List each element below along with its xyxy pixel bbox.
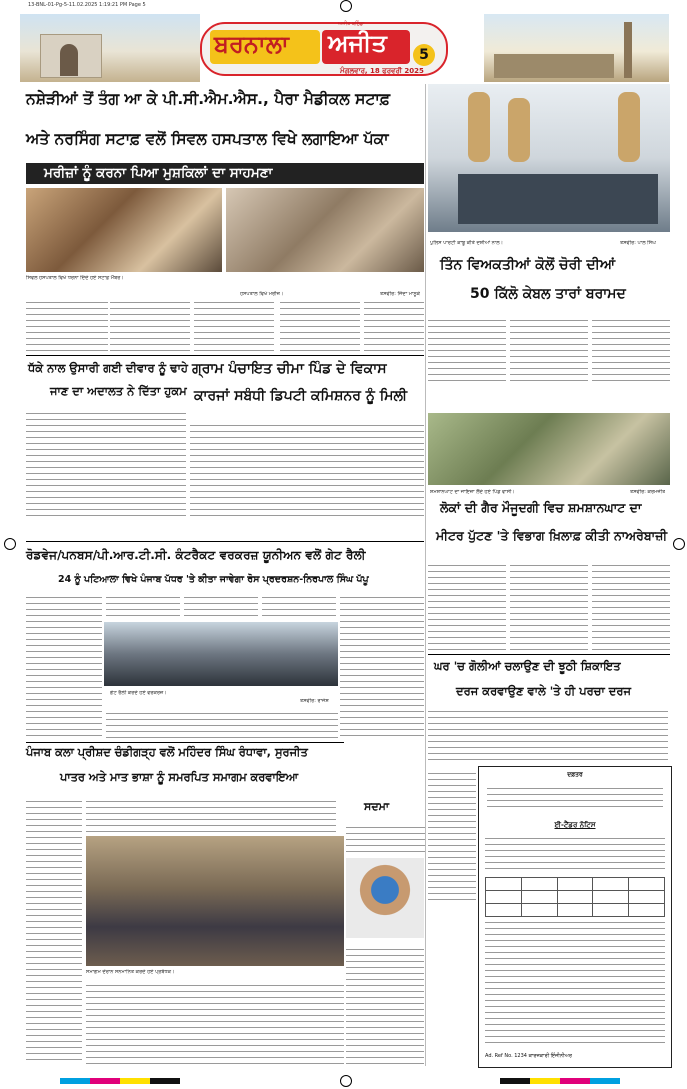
cremation-caption: ਸ਼ਮਸ਼ਾਨਘਾਟ ਦਾ ਜਾਇਜ਼ਾ ਲੈਂਦੇ ਹੋਏ ਪਿੰਡ ਵਾਸੀ।	[430, 489, 515, 495]
tender-title: ਈ-ਟੈਂਡਰ ਨੋਟਿਸ	[554, 821, 596, 829]
rally-subhead: 24 ਨੂੰ ਪਟਿਆਲਾ ਵਿਖੇ ਪੰਜਾਬ ਪੱਧਰ 'ਤੇ ਕੀਤਾ ਜਾਵੇਗਾ ਰੋਸ ਪ੍ਰਦਰਸ਼ਨ-ਨਿਰਪਾਲ ਸਿੰਘ ਪੱਪੂ	[58, 574, 369, 585]
rally-body-col-4	[262, 592, 336, 620]
tender-table	[485, 877, 665, 917]
tender-header: ਦਫ਼ਤਰ	[567, 771, 583, 778]
section-rule-2	[26, 742, 344, 743]
cremation-body-col-2	[510, 560, 588, 652]
lead-caption-right: ਹਸਪਤਾਲ ਵਿਖੇ ਮਰੀਜ਼।	[240, 291, 284, 297]
wall-headline-2: ਜਾਣ ਦਾ ਅਦਾਲਤ ਨੇ ਦਿੱਤਾ ਹੁਕਮ	[50, 384, 187, 398]
lead-headline-2: ਅਤੇ ਨਰਸਿੰਗ ਸਟਾਫ਼ ਵਲੋਂ ਸਿਵਲ ਹਸਪਤਾਲ ਵਿਖੇ ਲਗਾਇਆ ਪੱਕਾ	[26, 130, 389, 148]
registration-mark-top	[340, 0, 352, 12]
cremation-body-col-3	[592, 560, 670, 652]
panchayat-headline-1: ਗ੍ਰਾਮ ਪੰਚਾਇਤ ਚੀਮਾ ਪਿੰਡ ਦੇ ਵਿਕਾਸ	[192, 361, 387, 377]
city-name: ਬਰਨਾਲਾ	[214, 30, 289, 58]
firing-headline-1: ਘਰ 'ਚ ਗੋਲੀਆਂ ਚਲਾਉਣ ਦੀ ਝੂਠੀ ਸ਼ਿਕਾਇਤ	[434, 659, 621, 673]
firing-body-narrow	[428, 768, 476, 908]
police-body-col-2	[510, 315, 588, 383]
cremation-headline-1: ਲੋਕਾਂ ਦੀ ਗੈਰ ਮੌਜੂਦਗੀ ਵਿਚ ਸ਼ਮਸ਼ਾਨਘਾਟ ਦਾ	[440, 500, 642, 515]
rally-body-col-2	[106, 592, 180, 620]
registration-mark-bottom	[340, 1075, 352, 1087]
brand-small: ਅਜੀਤ ਬਠਿੰਡਾ	[338, 21, 365, 27]
arts-photo	[86, 836, 344, 966]
print-slug: 13-BNL-01-Pg-5-11.02.2025 1:19:21 PM Page 5	[28, 2, 146, 8]
lead-photo-left	[26, 188, 222, 272]
tender-intro	[485, 833, 665, 873]
rally-body-col-1	[26, 592, 102, 742]
issue-date: ਮੰਗਲਵਾਰ, 18 ਫਰਵਰੀ 2025	[340, 67, 424, 75]
color-bar-right	[500, 1078, 620, 1084]
tender-terms	[485, 917, 665, 1047]
lead-body-col-4	[280, 297, 360, 353]
police-photo	[428, 84, 670, 232]
rally-rule-top	[26, 541, 424, 542]
registration-mark-right	[673, 538, 685, 550]
section-rule-3	[428, 654, 670, 655]
police-body-col-3	[592, 315, 670, 383]
lead-body-col-2	[110, 297, 190, 353]
lead-body-col-1	[26, 297, 108, 353]
lead-caption-left: ਸਿਵਲ ਹਸਪਤਾਲ ਵਿਖੇ ਧਰਨਾ ਦਿੰਦੇ ਹੋਏ ਸਟਾਫ਼ ਮੈਂਬਰ।	[26, 275, 124, 281]
obituary-body	[346, 944, 424, 1064]
page-number: 5	[413, 44, 435, 66]
lead-photo-credit: ਤਸਵੀਰ: ਜਿੰਦਾ ਮਾਨੂਕੇ	[380, 291, 420, 297]
police-headline-2: 50 ਕਿੱਲੋ ਕੇਬਲ ਤਾਰਾਂ ਬਰਾਮਦ	[470, 286, 626, 302]
obituary-intro	[346, 822, 426, 856]
lead-photo-right	[226, 188, 424, 272]
arts-headline-2: ਪਾਤਰ ਅਤੇ ਮਾਤ ਭਾਸ਼ਾ ਨੂੰ ਸਮਰਪਿਤ ਸਮਾਗਮ ਕਰਵਾਇਆ	[60, 770, 299, 784]
obituary-photo	[346, 858, 424, 938]
color-bar-left	[60, 1078, 180, 1084]
rally-headline: ਰੋਡਵੇਜ/ਪਨਬਸ/ਪੀ.ਆਰ.ਟੀ.ਸੀ. ਕੰਟਰੈਕਟ ਵਰਕਰਜ਼ ਯੂਨੀਅਨ ਵਲੋਂ ਗੇਟ ਰੈਲੀ	[26, 548, 366, 562]
rally-photo-credit: ਤਸਵੀਰ: ਰਾਜੇਸ਼	[300, 698, 329, 704]
firing-body	[428, 706, 668, 764]
section-rule-1	[26, 355, 424, 356]
firing-headline-2: ਦਰਜ ਕਰਵਾਉਣ ਵਾਲੇ 'ਤੇ ਹੀ ਪਰਚਾ ਦਰਜ	[456, 684, 632, 698]
tender-address	[487, 783, 663, 813]
wall-body	[26, 408, 186, 518]
police-body-col-1	[428, 315, 506, 383]
cremation-body-col-1	[428, 560, 506, 652]
tender-notice	[478, 766, 672, 1068]
paper-name: ਅਜੀਤ	[328, 29, 387, 57]
wall-headline-1: ਧੱਕੇ ਨਾਲ ਉਸਾਰੀ ਗਈ ਦੀਵਾਰ ਨੂੰ ਢਾਹੇ	[28, 361, 188, 375]
rally-caption: ਗੇਟ ਰੈਲੀ ਕਰਦੇ ਹੋਏ ਵਰਕਰਜ਼।	[110, 690, 167, 696]
police-photo-credit: ਤਸਵੀਰ: ਪਾਲ ਸਿੰਘ	[620, 240, 656, 246]
masthead-photo-left	[20, 14, 200, 82]
registration-mark-left	[4, 538, 16, 550]
masthead-photo-right	[484, 14, 669, 82]
police-caption: ਪੁਲਿਸ ਪਾਰਟੀ ਕਾਬੂ ਕੀਤੇ ਦੋਸ਼ੀਆਂ ਨਾਲ।	[430, 240, 503, 246]
cremation-photo-credit: ਤਸਵੀਰ: ਕਰਮਜੀਤ	[630, 489, 666, 495]
obituary-title: ਸਦਮਾ	[364, 800, 389, 813]
rally-body-col-3	[184, 592, 258, 620]
arts-headline-1: ਪੰਜਾਬ ਕਲਾ ਪ੍ਰੀਸ਼ਦ ਚੰਡੀਗੜ੍ਹ ਵਲੋਂ ਮਹਿੰਦਰ ਸਿੰਘ ਰੰਧਾਵਾ, ਸੁਰਜੀਤ	[26, 745, 308, 759]
lead-body-col-3	[194, 297, 274, 353]
column-separator	[425, 84, 426, 1066]
rally-body-col-5	[340, 592, 424, 742]
arts-body-col-1	[26, 796, 82, 1066]
rally-body-lower	[106, 708, 338, 742]
panchayat-headline-2: ਕਾਰਜਾਂ ਸਬੰਧੀ ਡਿਪਟੀ ਕਮਿਸ਼ਨਰ ਨੂੰ ਮਿਲੀ	[194, 388, 408, 404]
lead-subhead: ਮਰੀਜ਼ਾਂ ਨੂੰ ਕਰਨਾ ਪਿਆ ਮੁਸ਼ਕਿਲਾਂ ਦਾ ਸਾਹਮਣਾ	[44, 165, 273, 181]
arts-body-bottom	[86, 980, 344, 1066]
rally-photo	[104, 622, 338, 686]
arts-body-top	[86, 796, 336, 834]
lead-headline-1: ਨਸ਼ੇੜੀਆਂ ਤੋਂ ਤੰਗ ਆ ਕੇ ਪੀ.ਸੀ.ਐਮ.ਐਸ., ਪੈਰਾ ਮੈਡੀਕਲ ਸਟਾਫ਼	[26, 90, 391, 108]
cremation-headline-2: ਮੀਟਰ ਪੁੱਟਣ 'ਤੇ ਵਿਭਾਗ ਖ਼ਿਲਾਫ਼ ਕੀਤੀ ਨਾਅਰੇਬਾਜ਼ੀ	[436, 528, 668, 543]
arts-caption: ਸਮਾਗਮ ਦੌਰਾਨ ਸਨਮਾਨਿਤ ਕਰਦੇ ਹੋਏ ਪ੍ਰਬੰਧਕ।	[86, 969, 175, 975]
lead-body-col-5	[364, 297, 424, 353]
cremation-photo	[428, 413, 670, 485]
panchayat-body	[190, 420, 424, 518]
tender-footer: Ad. Ref No. 1234 ਕਾਰਜਕਾਰੀ ਇੰਜੀਨੀਅਰ	[485, 1053, 572, 1059]
police-headline-1: ਤਿੰਨ ਵਿਅਕਤੀਆਂ ਕੋਲੋਂ ਚੋਰੀ ਦੀਆਂ	[440, 257, 616, 273]
